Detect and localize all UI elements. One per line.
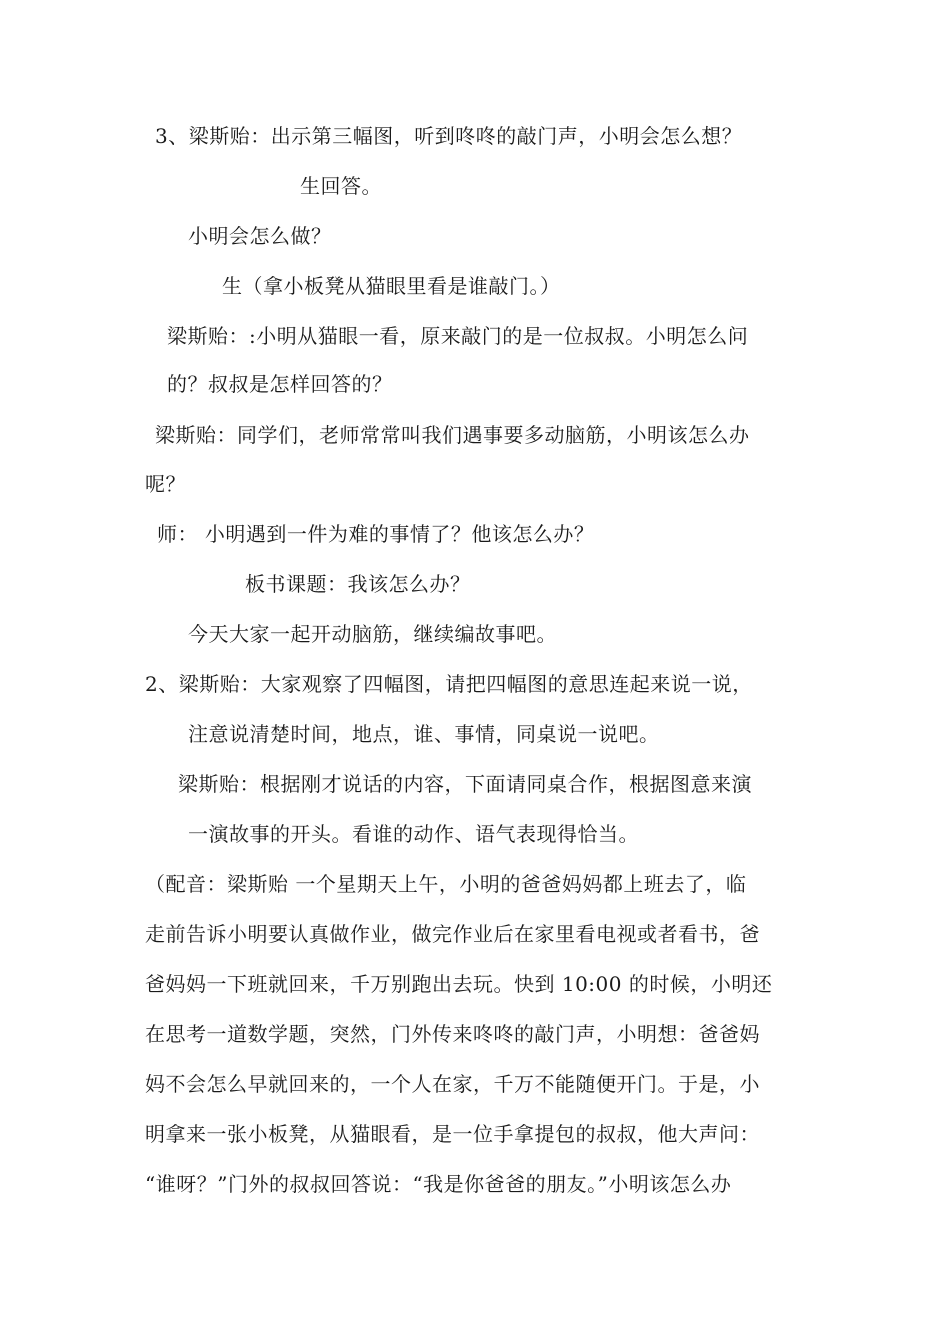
paragraph-line: 呢？ <box>145 472 186 496</box>
paragraph-line: 梁斯贻：根据刚才说话的内容，下面请同桌合作，根据图意来演 <box>178 772 752 796</box>
paragraph-line: 师： 小明遇到一件为难的事情了？他该怎么办？ <box>157 522 595 546</box>
paragraph-line: （配音：梁斯贻 一个星期天上午，小明的爸爸妈妈都上班去了，临 <box>145 872 747 896</box>
paragraph-line: 在思考一道数学题，突然，门外传来咚咚的敲门声，小明想：爸爸妈 <box>145 1022 760 1046</box>
paragraph-line: 3、梁斯贻：出示第三幅图，听到咚咚的敲门声，小明会怎么想？ <box>155 124 743 148</box>
paragraph-line: 一演故事的开头。看谁的动作、语气表现得恰当。 <box>188 822 639 846</box>
paragraph-line: 生回答。 <box>300 174 382 198</box>
paragraph-line: 爸妈妈一下班就回来，千万别跑出去玩。快到 10:00 的时候，小明还 <box>145 972 773 996</box>
paragraph-line: 明拿来一张小板凳，从猫眼看，是一位手拿提包的叔叔，他大声问： <box>145 1122 760 1146</box>
paragraph-line: 走前告诉小明要认真做作业，做完作业后在家里看电视或者看书，爸 <box>145 922 760 946</box>
paragraph-line: 板书课题：我该怎么办？ <box>245 572 471 596</box>
paragraph-line: 生（拿小板凳从猫眼里看是谁敲门。） <box>222 274 561 298</box>
paragraph-line: 今天大家一起开动脑筋，继续编故事吧。 <box>188 622 557 646</box>
paragraph-line: 妈不会怎么早就回来的，一个人在家，千万不能随便开门。于是，小 <box>145 1072 760 1096</box>
paragraph-line: “谁呀？”门外的叔叔回答说：“我是你爸爸的朋友。”小明该怎么办 <box>145 1172 732 1196</box>
paragraph-line: 2、梁斯贻：大家观察了四幅图，请把四幅图的意思连起来说一说， <box>145 672 753 696</box>
paragraph-line: 小明会怎么做？ <box>188 224 332 248</box>
paragraph-line: 注意说清楚时间，地点，谁、事情，同桌说一说吧。 <box>188 722 660 746</box>
paragraph-line: 梁斯贻：同学们，老师常常叫我们遇事要多动脑筋，小明该怎么办 <box>155 423 750 447</box>
paragraph-line: 梁斯贻：:小明从猫眼一看，原来敲门的是一位叔叔。小明怎么问 <box>167 324 749 348</box>
paragraph-line: 的？叔叔是怎样回答的？ <box>167 372 393 396</box>
